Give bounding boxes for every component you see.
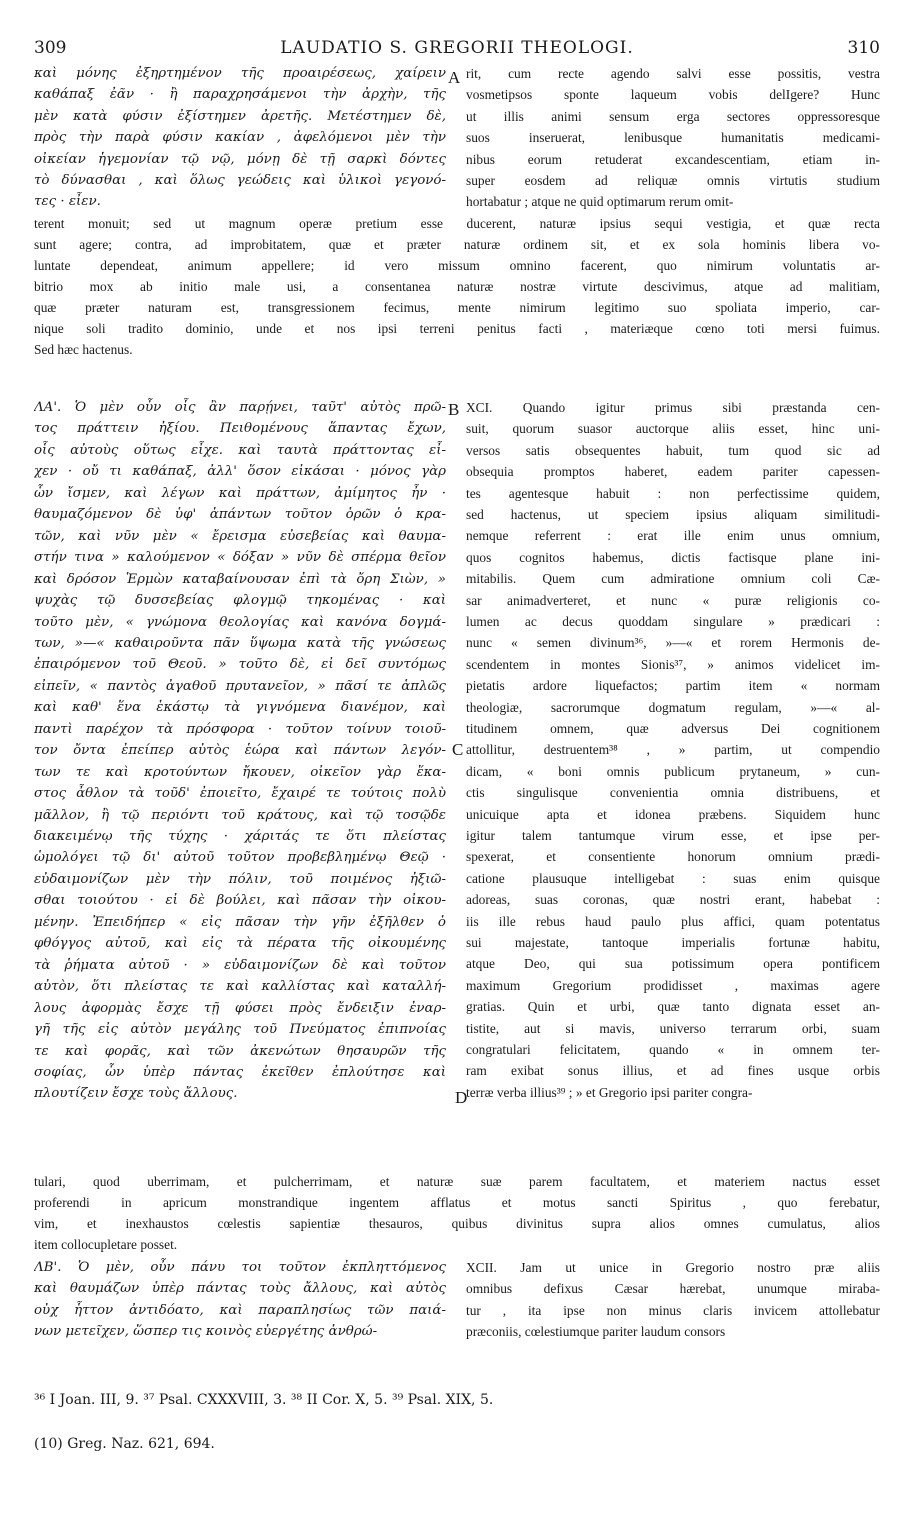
latin-text-line: ram exibat sonus illius, et ad fines usque orbis bbox=[466, 1063, 880, 1079]
latin-text-line: ut illis animi sensum erga sectores oppressoresque bbox=[466, 108, 880, 124]
right-page-number: 310 bbox=[847, 38, 880, 58]
latin-text-line: tur , ita ipse non minus claris invicem attollebatur bbox=[466, 1302, 880, 1318]
greek-text-line: στήν τινα » καλούμενον « δόξαν » νῦν δὲ σπέρμα θεῖον bbox=[34, 550, 446, 566]
latin-text-line: vim, et inexhaustos cœlestis sapientiæ thesauros, quibus divinitus supra alios omnes cumulatus, alios bbox=[34, 1216, 880, 1231]
left-page-number: 309 bbox=[34, 38, 67, 58]
latin-text-line: unicuique apta et idonea præbens. Siquidem hunc bbox=[466, 806, 880, 822]
greek-text-line: οὐχ ἧττον ἀντιδόατο, καὶ παραπλησίως τῶν παιά- bbox=[34, 1302, 446, 1318]
latin-text-line: item collocupletare posset. bbox=[34, 1237, 178, 1252]
greek-text-line: των, »—« καθαιροῦντα πᾶν ὕψωμα κατὰ τῆς γνώσεως bbox=[34, 635, 446, 651]
latin-text-line: lumen ac decus quoddam singulare » prædicari : bbox=[466, 614, 880, 629]
greek-text-line: τε καὶ φορᾶς, καὶ τῶν ἀκενώτων θησαυρῶν τῆς bbox=[34, 1043, 446, 1059]
latin-text-line: adoreas, suas coronas, quæ nostri erant, habebat : bbox=[466, 892, 880, 908]
greek-text-line: αὐτὸν, ὅτι πλείστας τε καὶ καλλίστας καὶ καταλλή- bbox=[34, 979, 446, 995]
greek-text-line: τῶν, καὶ νῦν μὲν « ἔρεισμα εὐσεβείας καὶ θαυμα- bbox=[34, 528, 446, 544]
footnote-references: ³⁶ I Joan. III, 9. ³⁷ Psal. CXXXVIII, 3. ³⁸ II Cor. X, 5. ³⁹ Psal. XIX, 5. bbox=[34, 1392, 494, 1408]
latin-text-line: nibus eorum retuderat excandescentiam, etiam in- bbox=[466, 151, 880, 167]
greek-text-line: καθάπαξ ἐᾶν · ἢ παραχρησάμενοι τὴν ἀρχὴν, τῆς bbox=[34, 87, 446, 103]
greek-text-line: γῆ τῆς εἰς αὐτὸν μεγάλης τοῦ Πνεύματος ἐπιπνοίας bbox=[34, 1022, 446, 1038]
latin-text-line: omnibus defixus Cæsar hærebat, unumque miraba- bbox=[466, 1281, 880, 1297]
latin-text-line: nunc « semen divinum³⁶, »—« et rorem Hermonis de- bbox=[466, 635, 880, 651]
latin-text-line: quos cognitos habemus, dictis factisque plane ini- bbox=[466, 549, 880, 565]
latin-text-line: obsequia promptos haberet, eadem pariter capessen- bbox=[466, 464, 880, 480]
latin-text-line: igitur talem tantumque virum esse, et ipse per- bbox=[466, 828, 880, 843]
latin-text-line: versos satis obsequentes habuit, tum quod sic ad bbox=[466, 442, 880, 458]
greek-text-line: ἐπαιρόμενον τοῦ Θεοῦ. » τοῦτο δὲ, εἰ δεῖ συντόμως bbox=[34, 657, 446, 673]
latin-text-line: nique soli tradito dominio, unde et nos ipsi terreni penitus facti , materiæque cœno toti mersi fuimus. bbox=[34, 321, 880, 336]
greek-text-line: τον ὄντα ἐπείπερ αὐτὸς ἑώρα καὶ πάντων λεγόν- bbox=[34, 743, 446, 759]
greek-text-line: σοφίας, ὧν ὑπὲρ πάντας ἐκεῖθεν ἐπλούτησε καὶ bbox=[34, 1064, 446, 1080]
source-note: (10) Greg. Naz. 621, 694. bbox=[34, 1436, 215, 1452]
running-header bbox=[34, 38, 880, 60]
margin-letter-c: C bbox=[452, 740, 464, 759]
greek-text-line: στος ἆθλον τὰ τοῦδ' ἐποιεῖτο, ἔχαιρέ τε τούτοις πολὺ bbox=[34, 786, 446, 802]
greek-text-line: τος πράττειν ἠξίου. Πειθομένους ἅπαντας ἔχων, bbox=[34, 421, 446, 437]
latin-text-line: sar animadverteret, et nunc « puræ religionis co- bbox=[466, 592, 880, 608]
latin-text-line: XCII. Jam ut unice in Gregorio nostro præ aliis bbox=[466, 1260, 880, 1275]
latin-text-line: sed hactenus, ut speciem ipsius aliquam similitudi- bbox=[466, 507, 880, 522]
margin-letter-a: A bbox=[448, 68, 461, 87]
latin-text-line: sunt agere; contra, ad improbitatem, quæ et præter naturæ ordinem sit, et ex sola hominis libera vo- bbox=[34, 237, 880, 252]
greek-text-line: μένην. Ἐπειδήπερ « εἰς πᾶσαν τὴν γῆν ἐξῆλθεν ὁ bbox=[34, 914, 446, 930]
greek-text-line: εὐδαιμονίζων μὲν τὴν πόλιν, τοῦ ποιμένος ἠξιῶ- bbox=[34, 871, 446, 887]
greek-text-line: λους ἀφορμὰς ἔσχε τῇ φύσει πρὸς ἔνδειξιν ἐναρ- bbox=[34, 1000, 446, 1016]
greek-text-line: μὲν κατὰ φύσιν ἐξίστημεν ἀρετῆς. Μετέστημεν δὲ, bbox=[34, 108, 446, 124]
latin-text-line: tistite, aut si mavis, universo terrarum orbi, suam bbox=[466, 1020, 880, 1036]
greek-text-line: ΛΑ'. Ὁ μὲν οὖν οἷς ἂν παρῄνει, ταῦτ' αὐτὸς πρῶ- bbox=[34, 400, 446, 415]
latin-text-line: catione plausuque intelligebat : suas enim quisque bbox=[466, 870, 880, 886]
latin-text-line: vosmetipsos sponte laqueum vobis delIgere? Hunc bbox=[466, 87, 880, 103]
greek-text-line: νων μετεῖχεν, ὥσπερ τις κοινὸς εὐεργέτης ἀνθρώ- bbox=[34, 1324, 378, 1340]
latin-text-line: tes agentesque habuit : non perfectissime quidem, bbox=[466, 485, 880, 501]
greek-text-line: ψυχὰς τῷ δυσσεβείας φλογμῷ τηκομένας · καὶ bbox=[34, 593, 446, 609]
greek-text-line: εἰπεῖν, « παντὸς ἀγαθοῦ πρυτανεῖον, » πᾶσί τε ἁπλῶς bbox=[34, 678, 446, 694]
greek-text-line: ΛΒ'. Ὁ μὲν, οὖν πάνυ τοι τοῦτον ἐκπληττόμενος bbox=[34, 1260, 446, 1275]
latin-text-line: tulari, quod uberrimam, et pulcherrimam, et naturæ suæ parem facultatem, et materiem nactus esset bbox=[34, 1174, 880, 1189]
latin-text-line: spexerat, et consentiente honorum omnium prædi- bbox=[466, 849, 880, 865]
latin-text-line: gratias. Quin et urbi, quæ tanto dignata esset an- bbox=[466, 999, 880, 1015]
greek-text-line: πλουτίζειν ἔσχε τοὺς ἄλλους. bbox=[34, 1086, 238, 1102]
greek-text-line: καὶ καθ' ἕνα ἑκάστῳ τὰ γιγνόμενα διανέμον, καὶ bbox=[34, 700, 446, 716]
greek-text-line: καὶ δρόσον Ἑρμὼν καταβαίνουσαν ἐπὶ τὰ ὄρη Σιὼν, » bbox=[34, 571, 446, 587]
latin-text-line: attollitur, destruentem³⁸ , » partim, ut compendio bbox=[466, 742, 880, 758]
latin-text-line: Sed hæc hactenus. bbox=[34, 342, 133, 357]
latin-text-line: hortabatur ; atque ne quid optimarum rerum omit- bbox=[466, 194, 734, 210]
latin-text-line: nemque referrent : erat ille enim unus omnium, bbox=[466, 528, 880, 544]
latin-text-line: quæ præter naturam est, transgressionem fecimus, mente nimirum legitimo suo spoliata imperio, car- bbox=[34, 300, 880, 315]
latin-text-line: titudinem omnem, quæ adversus Dei cognitionem bbox=[466, 721, 880, 736]
latin-text-line: proferendi in apricum monstrandique ingentem afflatus et motus sancti Spiritus , quo ferebatur, bbox=[34, 1195, 880, 1210]
latin-text-line: sui majestate, tantoque imperialis fortunæ habitu, bbox=[466, 935, 880, 950]
latin-text-line: mitabilis. Quem cum admiratione omnium coli Cæ- bbox=[466, 571, 880, 587]
greek-text-line: καὶ θαυμάζων ὑπὲρ πάντας τοὺς ἄλλους, καὶ αὐτὸς bbox=[34, 1281, 446, 1297]
latin-text-line: ctis singulisque convenientia omnia distribuens, et bbox=[466, 785, 880, 801]
latin-text-line: theologiæ, sacrorumque dogmatum regulam, »—« al- bbox=[466, 699, 880, 715]
greek-text-line: καὶ μόνης ἐξηρτημένον τῆς προαιρέσεως, χαίρειν bbox=[34, 66, 446, 81]
greek-text-line: τες · εἶεν. bbox=[34, 194, 101, 210]
latin-text-line: congratulari felicitatem, quando « in omnem ter- bbox=[466, 1042, 880, 1057]
greek-text-line: μᾶλλον, ἢ τῷ περιόντι τοῦ κράτους, καὶ τῷ τοσῷδε bbox=[34, 807, 446, 823]
margin-letter-d: D bbox=[455, 1088, 468, 1107]
latin-text-line: maximum Gregorium prodidisset , maximas agere bbox=[466, 977, 880, 993]
greek-text-line: ὡμολόγει τῷ δι' αὐτοῦ τοῦτον προβεβλημένῳ Θεῷ · bbox=[34, 850, 446, 866]
latin-text-line: iis ille rebus haud paulo plus affici, quam potentatus bbox=[466, 913, 880, 929]
greek-text-line: των τε καὶ κροτούντων ἤκουεν, οἰκεῖον γὰρ ἕκα- bbox=[34, 764, 446, 780]
latin-text-line: suit, quorum suasor auctorque aliis esset, hinc uni- bbox=[466, 421, 880, 437]
latin-text-line: atque Deo, qui sua potissimum opera pontificem bbox=[466, 956, 880, 972]
greek-text-line: χεν · οὔ τι καθάπαξ, ἀλλ' ὅσον εἰκάσαι · μόνος γὰρ bbox=[34, 464, 446, 480]
margin-letter-b: B bbox=[448, 400, 460, 419]
latin-text-line: scendentem in montes Sionis³⁷, » animos videlicet im- bbox=[466, 656, 880, 672]
greek-text-line: πρὸς τὴν παρὰ φύσιν κακίαν , ἀφελόμενοι μὲν τὴν bbox=[34, 130, 446, 146]
greek-text-line: οἷς αὐτοὺς οὕτως εἶχε. καὶ ταυτὰ πράττοντας εἶ- bbox=[34, 442, 446, 458]
greek-text-line: τοῦτο μὲν, « γνώμονα θεολογίας καὶ κανόνα δογμά- bbox=[34, 614, 446, 630]
latin-text-line: bitrio mox ab initio male usi, a consentanea naturæ nostræ virtute descivimus, atque ad malitiam, bbox=[34, 279, 880, 294]
greek-text-line: παντὶ παρέχον τὰ πρόσφορα · τοῦτον τοίνυν τοιοῦ- bbox=[34, 721, 446, 737]
greek-text-line: τὸ δύνασθαι , καὶ ὅλως γεώδεις καὶ ὑλικοὶ γεγονό- bbox=[34, 173, 446, 188]
latin-text-line: XCI. Quando igitur primus sibi præstanda cen- bbox=[466, 400, 880, 415]
greek-text-line: θαυμαζόμενον δὲ ὑφ' ἁπάντων τοῦτον ὁρῶν ὁ κρα- bbox=[34, 507, 446, 523]
latin-text-line: terent monuit; sed ut magnum operæ pretium esse ducerent, naturæ ipsius sequi vestigia, et quæ recta bbox=[34, 216, 880, 231]
greek-text-line: ὧν ἴσμεν, καὶ λέγων καὶ πράττων, ἀμίμητος ἦν · bbox=[34, 485, 446, 501]
running-title: LAUDATIO S. GREGORII THEOLOGI. bbox=[280, 38, 634, 58]
latin-text-line: luntate dependeat, animum appellere; id vero missum omnino facerent, quo nimirum voluntatis ar- bbox=[34, 258, 880, 273]
latin-text-line: terræ verba illius³⁹ ; » et Gregorio ipsi pariter congra- bbox=[466, 1084, 753, 1100]
latin-text-line: præconiis, cœlestiumque pariter laudum consors bbox=[466, 1324, 726, 1340]
latin-text-line: pietatis ardore liquefactos; partim item « normam bbox=[466, 678, 880, 694]
greek-text-line: τὰ ῥήματα αὐτοῦ · » εὐδαιμονίζων δὲ καὶ τοῦτον bbox=[34, 957, 446, 973]
latin-text-line: dicam, « boni omnis publicum prytaneum, » cun- bbox=[466, 763, 880, 779]
greek-text-line: σθαι τοιούτου · εἰ δὲ βούλει, καὶ πᾶσαν τὴν οἰκου- bbox=[34, 893, 446, 909]
greek-text-line: διακειμένῳ τῆς τύχης · χάριτάς τε ὅτι πλείστας bbox=[34, 829, 446, 844]
greek-text-line: φθόγγος αὐτοῦ, καὶ εἰς τὰ πέρατα τῆς οἰκουμένης bbox=[34, 936, 446, 952]
greek-text-line: οἰκείαν ἡγεμονίαν τῷ νῷ, μόνῃ δὲ τῇ σαρκὶ δόντες bbox=[34, 151, 446, 167]
latin-text-line: super eosdem ad reliquæ omnis virtutis studium bbox=[466, 173, 880, 188]
latin-text-line: rit, cum recte agendo salvi esse possitis, vestra bbox=[466, 66, 880, 81]
latin-text-line: suos inseruerat, lenibusque humanitatis medicami- bbox=[466, 130, 880, 146]
